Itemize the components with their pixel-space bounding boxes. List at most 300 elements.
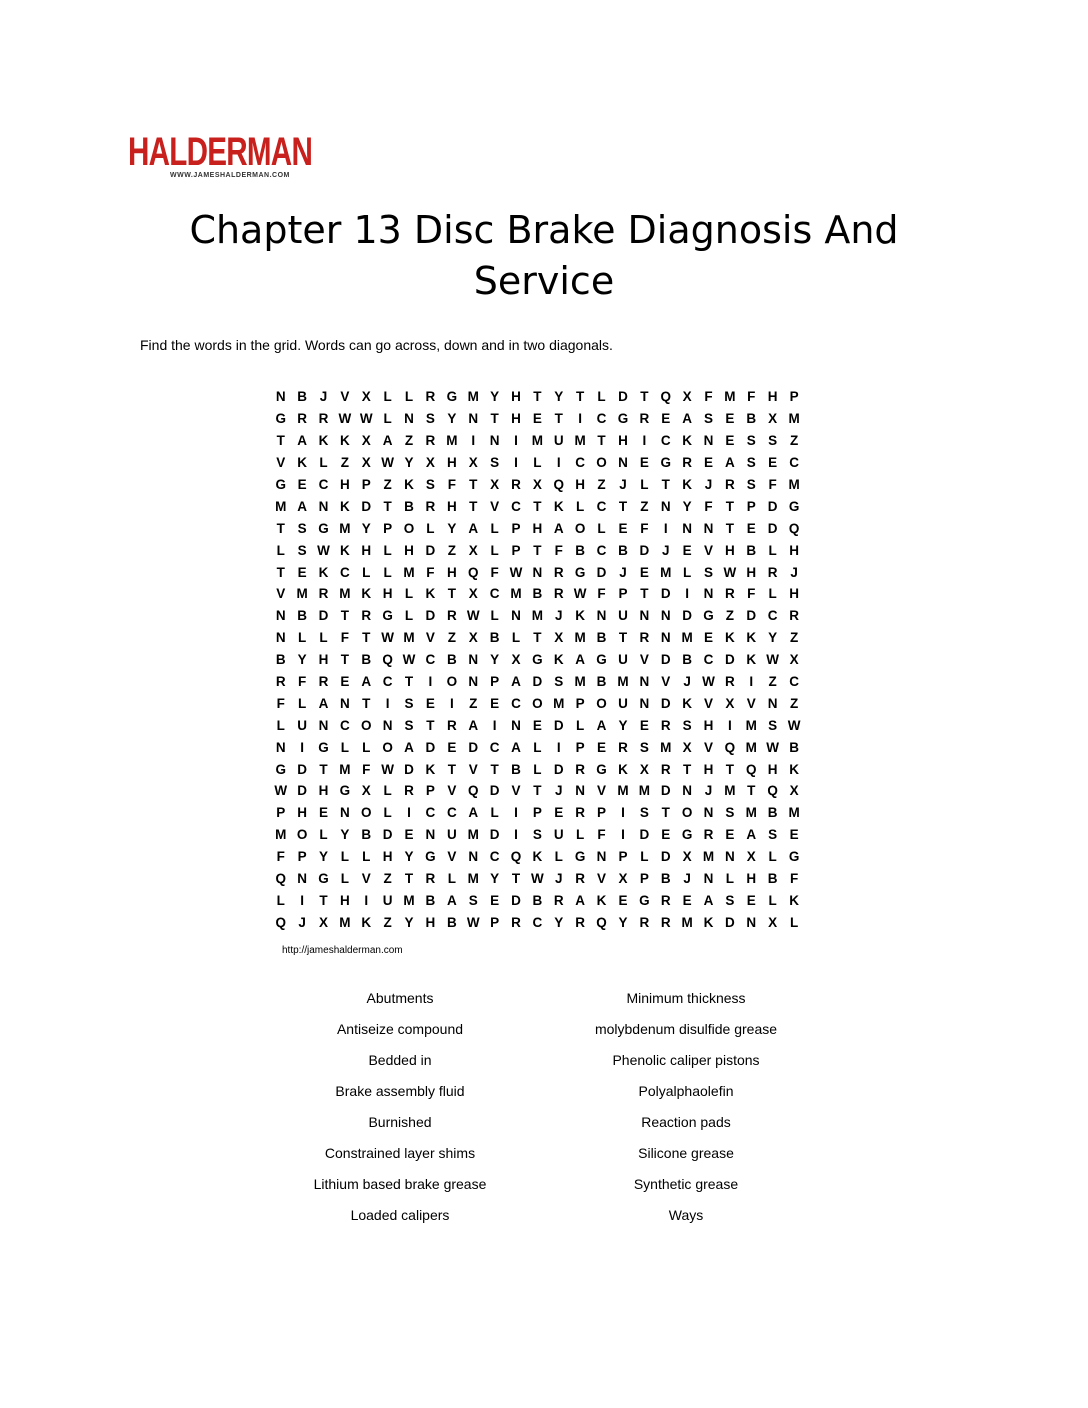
grid-letter: T [447, 761, 456, 777]
word-list-item: Constrained layer shims [324, 1145, 476, 1161]
grid-letter: E [490, 892, 500, 908]
grid-letter: M [745, 739, 757, 755]
grid-letter: S [768, 433, 778, 449]
grid-letter: Q [788, 520, 800, 536]
grid-letter: X [682, 739, 692, 755]
grid-letter: L [768, 849, 777, 865]
grid-letter: L [533, 455, 542, 471]
grid-letter: Y [404, 849, 414, 865]
grid-letter: W [466, 608, 480, 624]
grid-letter: D [404, 761, 414, 777]
grid-letter: X [789, 783, 799, 799]
grid-letter: P [746, 498, 756, 514]
grid-letter: L [404, 608, 414, 624]
grid-letter: W [381, 455, 395, 471]
grid-letter: N [468, 652, 479, 668]
grid-letter: Z [789, 630, 799, 646]
grid-letter: T [725, 498, 735, 514]
grid-letter: K [725, 630, 735, 646]
grid-letter: R [575, 761, 586, 777]
grid-letter: N [703, 586, 714, 602]
grid-letter: F [597, 586, 606, 602]
grid-letter: L [383, 411, 392, 427]
grid-letter: Y [404, 455, 414, 471]
grid-letter: R [318, 586, 329, 602]
grid-letter: G [275, 761, 286, 777]
grid-letter: L [576, 498, 585, 514]
grid-letter: N [596, 849, 607, 865]
grid-letter: L [362, 849, 371, 865]
grid-letter: M [617, 674, 629, 690]
grid-letter: O [446, 674, 458, 690]
grid-letter: T [490, 411, 499, 427]
grid-letter: F [768, 477, 777, 492]
grid-letter: I [663, 520, 668, 536]
grid-letter: H [618, 433, 628, 449]
grid-letter: O [361, 805, 372, 821]
grid-letter: Q [467, 564, 479, 580]
grid-letter: C [532, 914, 543, 930]
grid-letter: E [618, 520, 628, 536]
grid-letter: E [725, 411, 735, 427]
grid-letter: L [426, 520, 435, 536]
grid-letter: L [768, 586, 777, 602]
grid-letter: K [789, 892, 799, 908]
grid-letter: N [489, 433, 500, 449]
grid-letter: X [746, 849, 756, 865]
grid-letter: N [404, 411, 414, 427]
grid-letter: Q [382, 652, 393, 668]
word-list-item: Phenolic caliper pistons [612, 1052, 760, 1068]
grid-letter: D [489, 827, 500, 843]
grid-letter: R [425, 433, 436, 449]
grid-letter: B [682, 652, 692, 668]
grid-row [270, 583, 822, 605]
grid-letter: V [597, 783, 607, 799]
grid-letter: M [724, 389, 736, 405]
grid-letter: E [789, 827, 799, 843]
grid-letter: Q [275, 914, 286, 930]
grid-letter: N [318, 498, 329, 514]
grid-letter: I [514, 827, 518, 843]
grid-letter: L [447, 871, 456, 887]
grid-letter: A [446, 892, 457, 908]
grid-row [270, 495, 822, 517]
grid-letter: M [467, 871, 479, 887]
grid-letter: F [554, 542, 563, 558]
grid-letter: V [511, 783, 521, 799]
grid-letter: H [318, 652, 329, 668]
grid-letter: A [297, 498, 307, 514]
grid-letter: R [660, 761, 671, 777]
grid-letter: A [361, 674, 372, 690]
grid-letter: T [276, 520, 285, 536]
grid-row [270, 868, 822, 890]
word-list-item: Reaction pads [641, 1114, 731, 1130]
grid-letter: H [404, 542, 414, 558]
grid-letter: L [490, 608, 499, 624]
grid-letter: A [468, 805, 479, 821]
grid-letter: V [340, 389, 350, 405]
grid-letter: H [789, 586, 799, 602]
grid-letter: T [618, 498, 628, 514]
grid-letter: Y [404, 914, 414, 930]
grid-letter: C [339, 717, 350, 733]
grid-row [270, 692, 822, 714]
grid-letter: C [596, 411, 607, 427]
grid-letter: D [468, 739, 479, 755]
grid-letter: E [682, 542, 692, 558]
grid-letter: L [362, 739, 371, 755]
grid-letter: L [490, 520, 499, 536]
grid-letter: T [319, 892, 328, 908]
grid-letter: N [725, 849, 735, 865]
grid-letter: Q [767, 783, 778, 799]
grid-letter: M [296, 586, 308, 602]
grid-letter: G [339, 783, 351, 799]
grid-letter: S [425, 411, 435, 427]
grid-letter: D [297, 761, 307, 777]
source-url-link[interactable]: http://jameshalderman.com [282, 945, 403, 956]
grid-letter: P [575, 695, 585, 711]
grid-letter: H [425, 914, 436, 930]
grid-letter: B [789, 739, 799, 755]
grid-letter: K [339, 498, 350, 514]
grid-letter: U [618, 608, 628, 624]
grid-letter: E [532, 411, 542, 427]
grid-letter: R [789, 608, 799, 624]
grid-letter: F [789, 871, 799, 887]
grid-letter: T [576, 389, 585, 405]
grid-letter: R [575, 805, 586, 821]
grid-letter: R [553, 892, 564, 908]
grid-letter: I [300, 739, 304, 755]
grid-letter: E [318, 805, 328, 821]
grid-letter: V [746, 695, 756, 711]
grid-letter: R [575, 871, 586, 887]
grid-letter: X [532, 477, 542, 492]
grid-letter: A [682, 411, 692, 427]
grid-letter: V [704, 695, 714, 711]
grid-letter: L [383, 542, 392, 558]
grid-letter: H [511, 411, 521, 427]
grid-letter: H [361, 542, 372, 558]
grid-letter: T [340, 652, 349, 668]
grid-letter: D [660, 783, 671, 799]
grid-letter: H [767, 761, 778, 777]
grid-letter: C [511, 498, 521, 514]
grid-letter: N [703, 805, 714, 821]
grid-letter: P [789, 389, 799, 405]
grid-letter: W [766, 652, 780, 668]
grid-letter: Y [554, 914, 564, 930]
grid-letter: P [490, 674, 500, 690]
grid-letter: J [555, 783, 563, 799]
grid-letter: L [768, 542, 777, 558]
grid-letter: P [425, 783, 435, 799]
grid-letter: R [511, 477, 521, 492]
grid-letter: E [425, 695, 435, 711]
grid-letter: M [446, 433, 458, 449]
grid-letter: Q [746, 761, 757, 777]
grid-letter: R [446, 717, 457, 733]
grid-letter: Q [275, 871, 286, 887]
grid-letter: D [318, 608, 329, 624]
grid-letter: B [767, 805, 778, 821]
grid-letter: P [297, 849, 307, 865]
grid-letter: T [554, 411, 563, 427]
grid-letter: E [532, 717, 542, 733]
grid-letter: T [319, 761, 328, 777]
grid-row [270, 539, 822, 561]
grid-letter: T [340, 608, 349, 624]
grid-letter: E [490, 695, 500, 711]
grid-letter: F [704, 389, 713, 405]
grid-letter: M [531, 433, 543, 449]
grid-letter: H [767, 389, 778, 405]
grid-letter: W [787, 717, 801, 733]
grid-letter: Y [618, 717, 628, 733]
word-list-item: molybdenum disulfide grease [594, 1021, 778, 1037]
grid-letter: G [318, 871, 329, 887]
grid-letter: X [361, 389, 371, 405]
grid-letter: V [276, 586, 286, 602]
grid-row [270, 824, 822, 846]
grid-letter: R [639, 914, 650, 930]
grid-letter: Z [447, 630, 456, 646]
grid-letter: Y [297, 652, 307, 668]
grid-letter: V [661, 674, 671, 690]
grid-letter: X [490, 477, 500, 492]
grid-row [270, 430, 822, 452]
grid-letter: W [338, 411, 352, 427]
grid-letter: X [554, 630, 564, 646]
grid-letter: F [426, 564, 435, 580]
grid-letter: X [361, 455, 371, 471]
grid-letter: S [725, 805, 735, 821]
grid-letter: C [446, 805, 457, 821]
grid-letter: L [383, 389, 392, 405]
grid-letter: E [725, 827, 735, 843]
grid-letter: A [575, 652, 586, 668]
grid-letter: Q [467, 783, 479, 799]
grid-letter: E [554, 805, 564, 821]
grid-letter: D [725, 914, 735, 930]
grid-letter: L [319, 455, 328, 471]
grid-letter: I [556, 455, 561, 471]
grid-letter: Y [682, 498, 692, 514]
grid-letter: C [425, 652, 436, 668]
grid-letter: U [618, 695, 628, 711]
grid-letter: R [404, 783, 414, 799]
grid-letter: M [574, 433, 586, 449]
word-list-item: Minimum thickness [626, 990, 746, 1006]
grid-letter: F [447, 477, 456, 492]
grid-letter: O [403, 520, 415, 536]
grid-letter: Y [447, 520, 457, 536]
grid-letter: D [297, 783, 307, 799]
grid-letter: D [425, 608, 436, 624]
grid-letter: D [767, 520, 778, 536]
grid-letter: T [725, 520, 735, 536]
grid-letter: L [576, 827, 585, 843]
grid-letter: Z [340, 455, 349, 471]
grid-letter: W [317, 542, 330, 558]
grid-letter: S [725, 892, 735, 908]
grid-letter: E [682, 892, 692, 908]
grid-letter: L [383, 783, 392, 799]
grid-letter: D [618, 389, 628, 405]
grid-letter: C [660, 433, 671, 449]
grid-letter: X [468, 586, 478, 602]
grid-letter: J [790, 564, 798, 580]
grid-letter: E [404, 827, 414, 843]
grid-letter: O [361, 717, 372, 733]
grid-letter: H [382, 586, 393, 602]
grid-letter: Z [597, 477, 606, 492]
grid-letter: I [492, 717, 497, 733]
grid-letter: R [639, 630, 650, 646]
grid-letter: K [703, 914, 714, 930]
grid-letter: T [276, 433, 285, 449]
grid-letter: F [747, 586, 756, 602]
grid-letter: G [788, 849, 800, 865]
word-list-item: Silicone grease [638, 1145, 734, 1161]
grid-letter: P [511, 520, 521, 536]
grid-letter: M [660, 564, 672, 580]
grid-letter: X [361, 433, 371, 449]
grid-letter: X [511, 652, 521, 668]
word-list-item: Abutments [366, 990, 434, 1006]
grid-row [270, 758, 822, 780]
word-list-item: Bedded in [368, 1052, 432, 1068]
grid-letter: D [382, 827, 393, 843]
grid-letter: J [704, 783, 713, 799]
grid-letter: J [661, 542, 670, 558]
grid-letter: T [533, 783, 542, 799]
grid-letter: I [621, 805, 625, 821]
grid-row [270, 408, 822, 430]
grid-letter: N [275, 630, 286, 646]
grid-letter: D [489, 783, 500, 799]
grid-letter: I [621, 827, 625, 843]
grid-letter: R [725, 674, 735, 690]
grid-letter: N [596, 608, 607, 624]
grid-letter: F [704, 498, 713, 514]
grid-letter: T [533, 542, 542, 558]
grid-letter: A [575, 892, 586, 908]
grid-letter: E [768, 455, 778, 471]
grid-letter: Y [768, 630, 778, 646]
grid-letter: W [359, 411, 373, 427]
grid-letter: M [339, 586, 351, 602]
grid-letter: F [747, 389, 756, 405]
grid-letter: E [704, 630, 714, 646]
grid-letter: E [746, 892, 756, 908]
grid-letter: T [640, 586, 649, 602]
grid-letter: V [468, 761, 478, 777]
grid-row [270, 780, 822, 802]
grid-letter: W [573, 586, 587, 602]
grid-row [270, 671, 822, 693]
word-list-left-column [250, 988, 550, 1236]
grid-letter: Q [510, 849, 522, 865]
grid-letter: I [385, 695, 390, 711]
grid-letter: M [660, 739, 672, 755]
grid-letter: T [533, 389, 542, 405]
grid-letter: P [639, 871, 649, 887]
grid-letter: H [703, 717, 714, 733]
grid-letter: T [597, 433, 606, 449]
grid-letter: S [532, 827, 542, 843]
grid-letter: H [532, 520, 543, 536]
grid-letter: I [514, 805, 518, 821]
grid-letter: H [789, 542, 799, 558]
logo-brand-text: HALDERMAN [128, 130, 313, 174]
grid-letter: M [275, 827, 287, 843]
grid-letter: H [703, 761, 714, 777]
grid-letter: K [682, 695, 692, 711]
grid-letter: V [447, 783, 457, 799]
grid-letter: U [618, 652, 628, 668]
grid-letter: L [511, 630, 521, 646]
grid-letter: X [361, 783, 371, 799]
grid-letter: T [404, 674, 414, 690]
grid-letter: K [404, 477, 414, 492]
grid-letter: B [618, 542, 628, 558]
grid-letter: B [511, 761, 521, 777]
grid-letter: N [275, 608, 286, 624]
grid-letter: D [660, 586, 671, 602]
grid-letter: R [682, 455, 692, 471]
grid-letter: N [382, 717, 393, 733]
grid-letter: U [382, 892, 393, 908]
grid-letter: D [425, 739, 436, 755]
grid-letter: G [574, 849, 586, 865]
grid-letter: G [382, 608, 393, 624]
grid-letter: M [510, 586, 522, 602]
grid-letter: R [618, 739, 628, 755]
grid-letter: Y [490, 652, 500, 668]
grid-letter: O [596, 695, 607, 711]
grid-letter: K [789, 761, 799, 777]
grid-letter: Z [768, 674, 777, 690]
grid-letter: N [318, 717, 329, 733]
grid-letter: Z [383, 914, 392, 930]
grid-letter: M [574, 674, 586, 690]
grid-letter: D [532, 674, 543, 690]
grid-letter: G [703, 608, 714, 624]
grid-letter: K [339, 433, 350, 449]
grid-letter: N [275, 739, 286, 755]
grid-letter: T [511, 871, 521, 887]
grid-letter: X [682, 849, 692, 865]
grid-letter: L [533, 761, 542, 777]
grid-letter: F [362, 761, 371, 777]
grid-letter: L [297, 630, 307, 646]
grid-row [270, 561, 822, 583]
grid-letter: N [532, 564, 543, 580]
grid-letter: H [318, 783, 329, 799]
grid-letter: H [511, 389, 521, 405]
grid-letter: T [362, 695, 371, 711]
grid-letter: J [319, 389, 328, 405]
grid-letter: D [596, 564, 607, 580]
grid-letter: H [339, 477, 350, 492]
grid-letter: J [683, 871, 691, 887]
grid-letter: R [318, 674, 329, 690]
grid-letter: N [682, 783, 692, 799]
